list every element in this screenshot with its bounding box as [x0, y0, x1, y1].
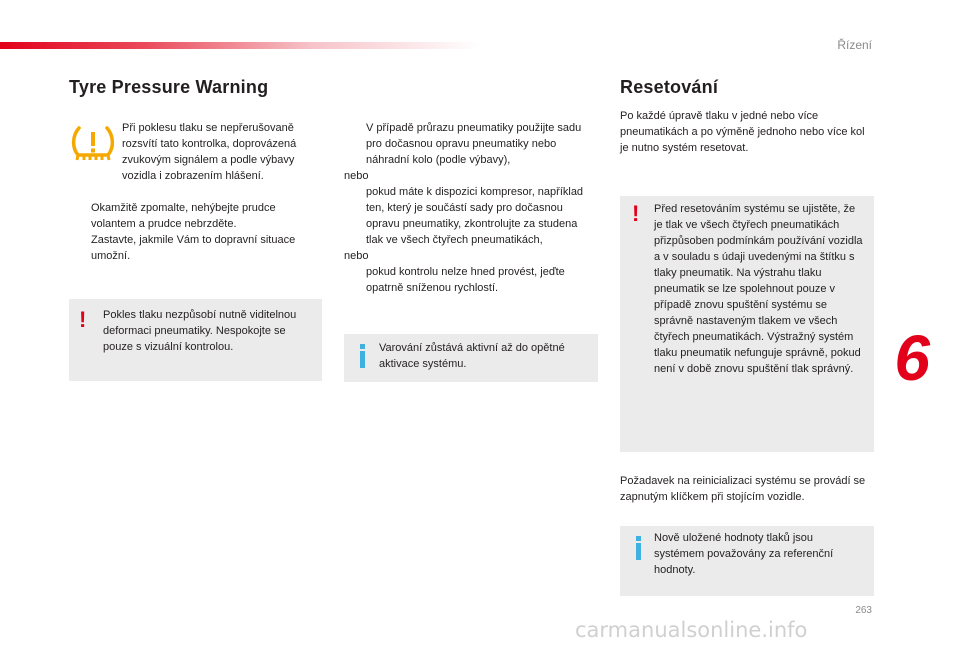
exclamation-warning-icon: !: [79, 307, 87, 332]
list-item: pokud kontrolu nelze hned provést, jeďte opatrně sníženou rychlostí.: [366, 266, 565, 294]
connector-text: nebo: [344, 250, 369, 262]
watermark: carmanualsonline.info: [575, 618, 808, 642]
procedure-list: [344, 120, 596, 296]
section-title-tyre-pressure: Tyre Pressure Warning: [69, 77, 269, 97]
reset-warning-text: Před resetováním systému se ujistěte, že je tlak ve všech čtyřech pneumatikách přizpůsoben podmínkám používání vozidla a v souladu s údaji uvedenými na štítku s tlaky pneumatik. Na výstrahu tlaku pneumatik se lze spolehnout pouze v případě znovu spuštění systému se správně nastaveným tlakem ve všech čtyřech pneumatikách. Výstražný systém tlaku pneumatik nefunguje správně, pokud není v době znovu spuštění tlak správný.: [654, 203, 863, 375]
chapter-number: 6: [894, 322, 930, 394]
reset-warning-box: [620, 196, 874, 452]
list-item: Zastavte, jakmile Vám to dopravní situace umožní.: [91, 234, 296, 262]
tyre-pressure-warning-icon: [71, 124, 115, 164]
reinit-text: Požadavek na reinicializaci systému se provádí se zapnutým klíčkem při stojícím vozidle.: [620, 475, 866, 503]
reset-info-box: [620, 526, 874, 596]
page-number: 263: [855, 605, 872, 616]
header-accent-bar: [0, 42, 480, 49]
info-icon: [632, 536, 646, 560]
list-item: Okamžitě zpomalte, nehýbejte prudce volantem a prudce nebrzděte.: [91, 202, 276, 230]
action-list: [69, 200, 319, 264]
reset-intro-text: Po každé úpravě tlaku v jedné nebo více pneumatikách a po výměně jednoho nebo více kol je nutno systém resetovat.: [620, 110, 865, 154]
warning-note-box: [69, 299, 322, 381]
exclamation-warning-icon: !: [632, 201, 640, 226]
warning-lamp-description: Při poklesu tlaku se nepřerušovaně rozsvítí tato kontrolka, doprovázená zvukovým signálem a podle výbavy vozidla i zobrazením hlášení.: [122, 122, 297, 182]
info-note-text: Varování zůstává aktivní až do opětné aktivace systému.: [379, 342, 565, 370]
info-icon: [356, 344, 370, 368]
list-item: V případě průrazu pneumatiky použijte sadu pro dočasnou opravu pneumatiky nebo náhradní kolo (podle výbavy),: [366, 122, 582, 166]
warning-note-text: Pokles tlaku nezpůsobí nutně viditelnou deformaci pneumatiky. Nespokojte se pouze s vizuální kontrolou.: [103, 309, 297, 353]
connector-text: nebo: [344, 170, 369, 182]
reset-info-text: Nově uložené hodnoty tlaků jsou systémem považovány za referenční hodnoty.: [654, 532, 834, 576]
chapter-name: Řízení: [837, 38, 872, 52]
list-item: pokud máte k dispozici kompresor, například ten, který je součástí sady pro dočasnou opravu pneumatiky, zkontrolujte za studena tlak ve všech čtyřech pneumatikách,: [366, 186, 584, 246]
section-title-reset: Resetování: [620, 77, 719, 97]
info-note-box: [344, 334, 598, 382]
